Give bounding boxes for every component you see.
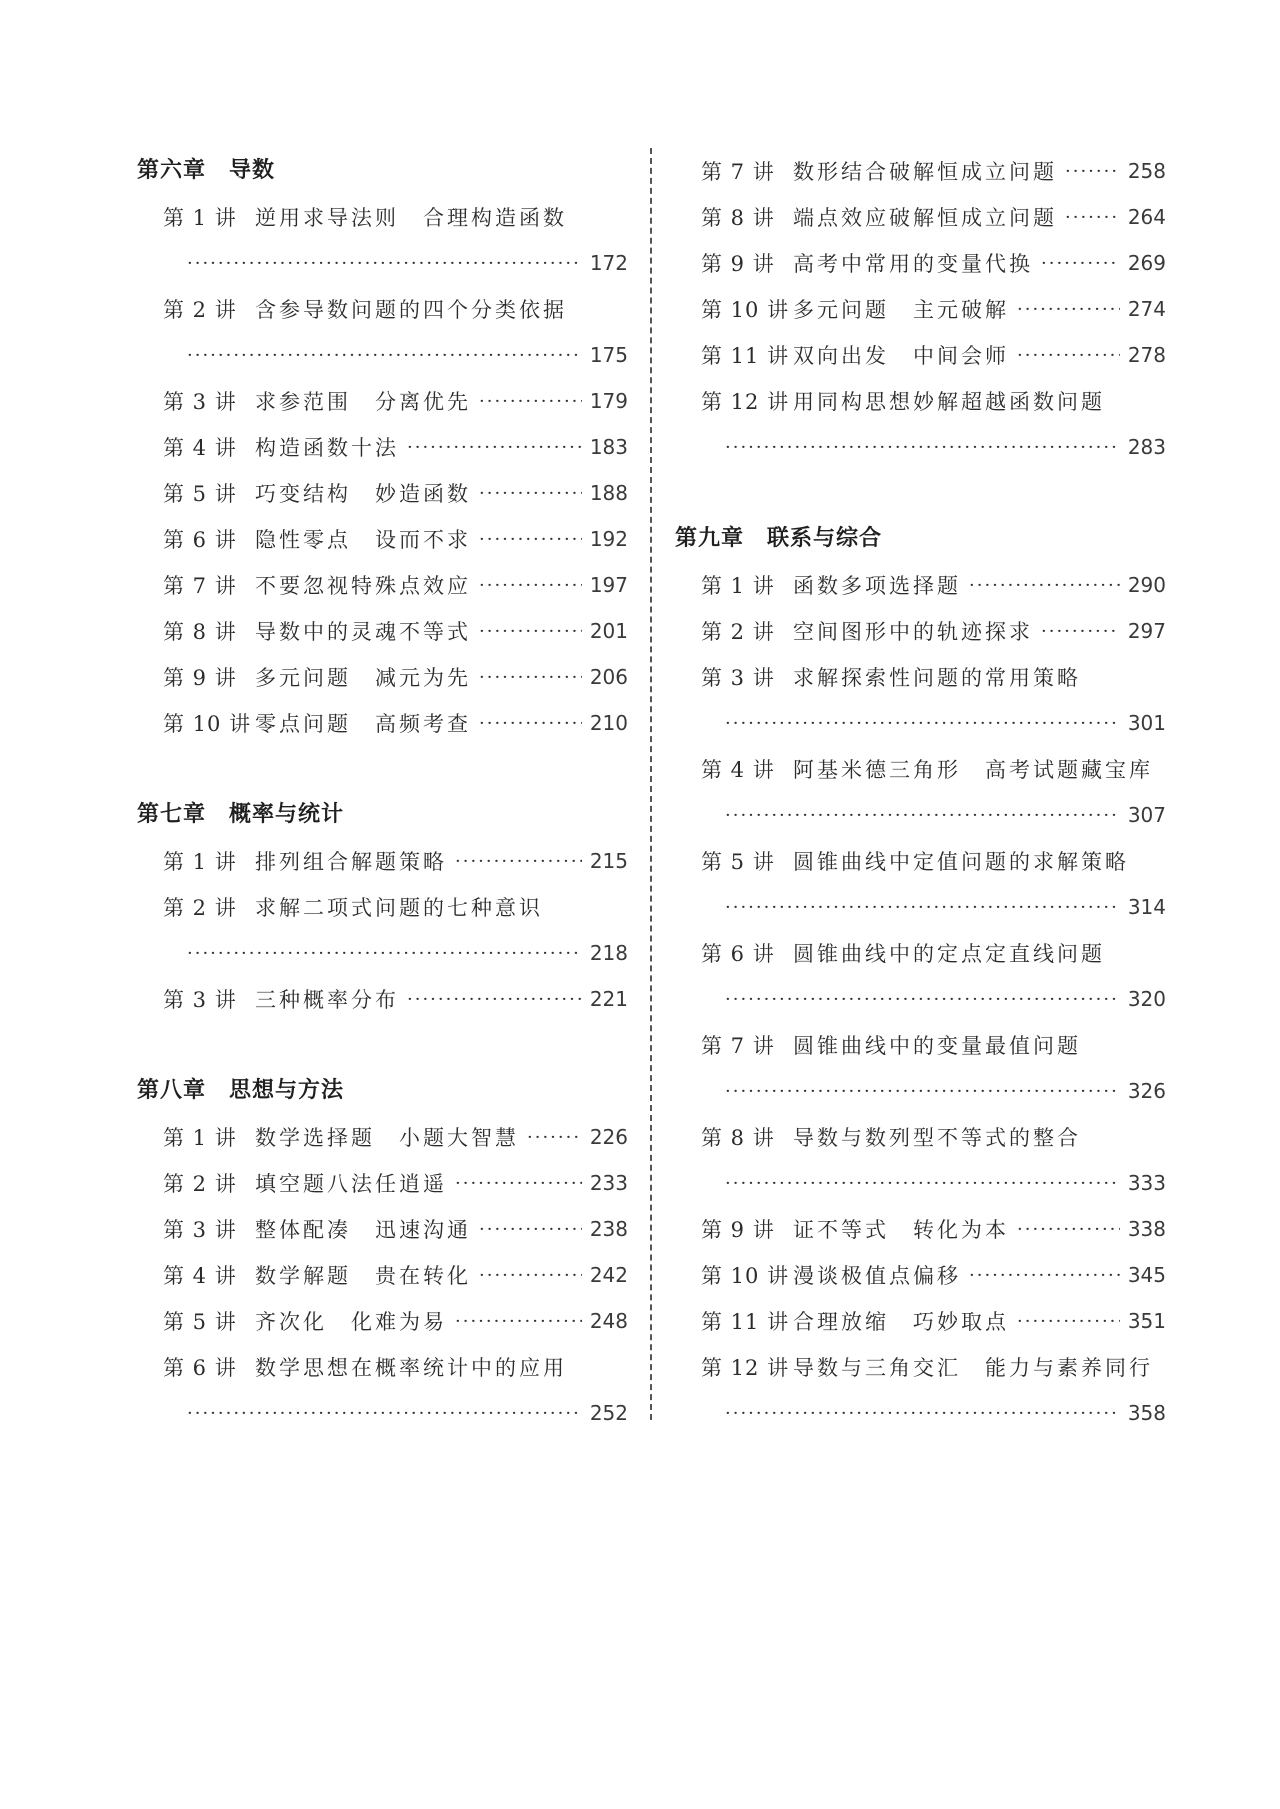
toc-entry bbox=[675, 1252, 1166, 1298]
toc-entry bbox=[137, 1206, 628, 1252]
dot-leader bbox=[479, 483, 582, 504]
toc-entry bbox=[675, 194, 1166, 240]
toc-entry-line bbox=[163, 1298, 628, 1344]
lecture-title: 高考中常用的变量代换 bbox=[793, 252, 1033, 276]
toc-entry-line bbox=[701, 1252, 1166, 1298]
dot-leader bbox=[1017, 299, 1120, 320]
dot-leader bbox=[725, 805, 1120, 826]
lecture-title: 构造函数十法 bbox=[255, 436, 399, 460]
toc-entry-line bbox=[163, 194, 628, 240]
lecture-title: 双向出发 中间会师 bbox=[793, 344, 1009, 368]
lecture-title: 数形结合破解恒成立问题 bbox=[793, 160, 1057, 184]
lecture-title: 逆用求导法则 合理构造函数 bbox=[255, 206, 567, 230]
dot-leader bbox=[479, 575, 582, 596]
lecture-number: 第 5 讲 bbox=[701, 850, 775, 874]
chapter-spacer bbox=[137, 746, 628, 792]
lecture-number: 第 8 讲 bbox=[701, 206, 775, 230]
toc-entry-line bbox=[701, 1022, 1166, 1068]
page-number: 197 bbox=[589, 573, 628, 597]
toc-entry-continuation bbox=[701, 1160, 1166, 1206]
page-number: 338 bbox=[1127, 1217, 1166, 1241]
lecture-number: 第 2 讲 bbox=[163, 896, 237, 920]
chapter-spacer bbox=[675, 470, 1166, 516]
toc-entry bbox=[137, 976, 628, 1022]
toc-entry-continuation bbox=[701, 976, 1166, 1022]
lecture-title: 不要忽视特殊点效应 bbox=[255, 574, 471, 598]
toc-entry-line bbox=[163, 1252, 628, 1298]
toc-entry bbox=[137, 884, 628, 976]
lecture-number: 第 11 讲 bbox=[701, 1310, 790, 1334]
page-number: 215 bbox=[589, 849, 628, 873]
page-number: 351 bbox=[1127, 1309, 1166, 1333]
lecture-number: 第 5 讲 bbox=[163, 1310, 237, 1334]
toc-entry-line bbox=[163, 424, 628, 470]
page-number: 221 bbox=[589, 987, 628, 1011]
toc-entry bbox=[137, 1298, 628, 1344]
dot-leader bbox=[479, 529, 582, 550]
lecture-title: 数学选择题 小题大智慧 bbox=[255, 1126, 519, 1150]
lecture-number: 第 5 讲 bbox=[163, 482, 237, 506]
lecture-title: 阿基米德三角形 高考试题藏宝库 bbox=[793, 758, 1153, 782]
page-number: 326 bbox=[1127, 1079, 1166, 1103]
toc-entry bbox=[675, 148, 1166, 194]
toc-entry-line bbox=[163, 470, 628, 516]
toc-entry-line bbox=[701, 746, 1166, 792]
lecture-number: 第 3 讲 bbox=[701, 666, 775, 690]
toc-entry-line bbox=[163, 1206, 628, 1252]
toc-entry bbox=[675, 1022, 1166, 1114]
page-number: 233 bbox=[589, 1171, 628, 1195]
dot-leader bbox=[479, 621, 582, 642]
toc-entry-continuation bbox=[163, 240, 628, 286]
lecture-number: 第 1 讲 bbox=[701, 574, 775, 598]
toc-entry bbox=[675, 332, 1166, 378]
toc-entry bbox=[675, 240, 1166, 286]
toc-entry-line bbox=[701, 286, 1166, 332]
lecture-number: 第 1 讲 bbox=[163, 850, 237, 874]
page-number: 206 bbox=[589, 665, 628, 689]
dot-leader bbox=[1017, 1219, 1120, 1240]
dot-leader bbox=[455, 1173, 582, 1194]
toc-entry-line bbox=[701, 378, 1166, 424]
lecture-title: 导数与数列型不等式的整合 bbox=[793, 1126, 1081, 1150]
toc-entry-line bbox=[701, 654, 1166, 700]
toc-entry bbox=[675, 562, 1166, 608]
lecture-title: 导数与三角交汇 能力与素养同行 bbox=[793, 1356, 1153, 1380]
chapter-spacer bbox=[137, 1022, 628, 1068]
toc-entry-line bbox=[701, 1114, 1166, 1160]
lecture-number: 第 7 讲 bbox=[163, 574, 237, 598]
page-number: 258 bbox=[1127, 159, 1166, 183]
page-number: 274 bbox=[1127, 297, 1166, 321]
page-number: 179 bbox=[589, 389, 628, 413]
lecture-number: 第 3 讲 bbox=[163, 1218, 237, 1242]
chapter-heading: 第九章 联系与综合 bbox=[675, 526, 883, 551]
page-number: 210 bbox=[589, 711, 628, 735]
toc-entry-line bbox=[701, 930, 1166, 976]
toc-entry bbox=[675, 654, 1166, 746]
lecture-title: 端点效应破解恒成立问题 bbox=[793, 206, 1057, 230]
toc-entry bbox=[675, 746, 1166, 838]
toc-entry bbox=[137, 1114, 628, 1160]
toc-entry-line bbox=[163, 700, 628, 746]
toc-entry bbox=[137, 194, 628, 286]
lecture-title: 零点问题 高频考查 bbox=[255, 712, 471, 736]
lecture-number: 第 4 讲 bbox=[163, 1264, 237, 1288]
toc-entry-continuation bbox=[701, 1390, 1166, 1436]
toc-entry-line bbox=[163, 838, 628, 884]
lecture-title: 求参范围 分离优先 bbox=[255, 390, 471, 414]
page-number: 264 bbox=[1127, 205, 1166, 229]
lecture-number: 第 4 讲 bbox=[701, 758, 775, 782]
toc-entry bbox=[137, 1344, 628, 1436]
dot-leader bbox=[725, 1081, 1120, 1102]
lecture-number: 第 7 讲 bbox=[701, 1034, 775, 1058]
lecture-title: 证不等式 转化为本 bbox=[793, 1218, 1009, 1242]
column-divider bbox=[650, 148, 652, 1420]
toc-entry bbox=[137, 608, 628, 654]
lecture-number: 第 9 讲 bbox=[701, 1218, 775, 1242]
toc-entry-continuation bbox=[701, 1068, 1166, 1114]
lecture-title: 漫谈极值点偏移 bbox=[793, 1264, 961, 1288]
toc-entry-line bbox=[163, 1160, 628, 1206]
page-number: 248 bbox=[589, 1309, 628, 1333]
lecture-title: 求解探索性问题的常用策略 bbox=[793, 666, 1081, 690]
dot-leader bbox=[969, 575, 1120, 596]
lecture-title: 用同构思想妙解超越函数问题 bbox=[793, 390, 1105, 414]
page-number: 358 bbox=[1127, 1401, 1166, 1425]
page-number: 172 bbox=[589, 251, 628, 275]
chapter-heading: 第八章 思想与方法 bbox=[137, 1078, 345, 1103]
page-number: 192 bbox=[589, 527, 628, 551]
toc-entry-line bbox=[701, 838, 1166, 884]
toc-entry bbox=[675, 1206, 1166, 1252]
dot-leader bbox=[407, 989, 582, 1010]
page-number: 252 bbox=[589, 1401, 628, 1425]
lecture-number: 第 10 讲 bbox=[701, 298, 790, 322]
lecture-title: 导数中的灵魂不等式 bbox=[255, 620, 471, 644]
dot-leader bbox=[1041, 621, 1120, 642]
lecture-title: 数学解题 贵在转化 bbox=[255, 1264, 471, 1288]
lecture-number: 第 2 讲 bbox=[701, 620, 775, 644]
toc-right-column bbox=[675, 148, 1166, 1436]
dot-leader bbox=[187, 253, 582, 274]
dot-leader bbox=[479, 713, 582, 734]
dot-leader bbox=[725, 989, 1120, 1010]
page-number: 290 bbox=[1127, 573, 1166, 597]
page-number: 301 bbox=[1127, 711, 1166, 735]
toc-entry-line bbox=[163, 884, 628, 930]
page-number: 320 bbox=[1127, 987, 1166, 1011]
toc-entry bbox=[675, 838, 1166, 930]
dot-leader bbox=[407, 437, 582, 458]
toc-entry-continuation bbox=[163, 1390, 628, 1436]
dot-leader bbox=[187, 943, 582, 964]
toc-entry bbox=[675, 378, 1166, 470]
lecture-number: 第 11 讲 bbox=[701, 344, 790, 368]
lecture-number: 第 6 讲 bbox=[163, 528, 237, 552]
dot-leader bbox=[1017, 345, 1120, 366]
chapter-heading: 第六章 导数 bbox=[137, 158, 276, 183]
lecture-number: 第 12 讲 bbox=[701, 390, 790, 414]
toc-entry-line bbox=[701, 608, 1166, 654]
lecture-title: 数学思想在概率统计中的应用 bbox=[255, 1356, 567, 1380]
toc-entry-line bbox=[163, 608, 628, 654]
toc-entry bbox=[675, 1114, 1166, 1206]
page-number: 278 bbox=[1127, 343, 1166, 367]
toc-entry bbox=[137, 516, 628, 562]
lecture-title: 多元问题 主元破解 bbox=[793, 298, 1009, 322]
toc-entry-line bbox=[163, 1344, 628, 1390]
toc-entry-line bbox=[163, 976, 628, 1022]
lecture-title: 圆锥曲线中的变量最值问题 bbox=[793, 1034, 1081, 1058]
toc-entry bbox=[137, 700, 628, 746]
toc-entry-line bbox=[163, 562, 628, 608]
dot-leader bbox=[725, 1403, 1120, 1424]
toc-entry bbox=[137, 654, 628, 700]
toc-entry-line bbox=[163, 654, 628, 700]
lecture-title: 整体配凑 迅速沟通 bbox=[255, 1218, 471, 1242]
lecture-number: 第 8 讲 bbox=[163, 620, 237, 644]
lecture-number: 第 3 讲 bbox=[163, 988, 237, 1012]
lecture-title: 含参导数问题的四个分类依据 bbox=[255, 298, 567, 322]
page-number: 226 bbox=[589, 1125, 628, 1149]
toc-left-column bbox=[137, 148, 628, 1436]
toc-entry-line bbox=[163, 1114, 628, 1160]
page-number: 218 bbox=[589, 941, 628, 965]
lecture-number: 第 8 讲 bbox=[701, 1126, 775, 1150]
lecture-title: 圆锥曲线中的定点定直线问题 bbox=[793, 942, 1105, 966]
lecture-title: 齐次化 化难为易 bbox=[255, 1310, 447, 1334]
toc-entry bbox=[675, 608, 1166, 654]
toc-entry-line bbox=[701, 148, 1166, 194]
toc-entry-continuation bbox=[163, 332, 628, 378]
toc-entry-line bbox=[701, 1344, 1166, 1390]
lecture-number: 第 6 讲 bbox=[701, 942, 775, 966]
dot-leader bbox=[725, 437, 1120, 458]
toc-entry-line bbox=[163, 378, 628, 424]
dot-leader bbox=[1041, 253, 1120, 274]
toc-entry-line bbox=[701, 240, 1166, 286]
lecture-number: 第 1 讲 bbox=[163, 206, 237, 230]
dot-leader bbox=[479, 1219, 582, 1240]
lecture-number: 第 9 讲 bbox=[701, 252, 775, 276]
page-number: 307 bbox=[1127, 803, 1166, 827]
dot-leader bbox=[479, 391, 582, 412]
toc-entry-line bbox=[163, 516, 628, 562]
page-number: 188 bbox=[589, 481, 628, 505]
dot-leader bbox=[1065, 207, 1120, 228]
toc-entry-line bbox=[163, 286, 628, 332]
dot-leader bbox=[969, 1265, 1120, 1286]
lecture-title: 隐性零点 设而不求 bbox=[255, 528, 471, 552]
lecture-number: 第 6 讲 bbox=[163, 1356, 237, 1380]
dot-leader bbox=[479, 1265, 582, 1286]
page-number: 269 bbox=[1127, 251, 1166, 275]
toc-entry bbox=[137, 838, 628, 884]
dot-leader bbox=[479, 667, 582, 688]
lecture-number: 第 3 讲 bbox=[163, 390, 237, 414]
lecture-title: 函数多项选择题 bbox=[793, 574, 961, 598]
dot-leader bbox=[187, 1403, 582, 1424]
page-number: 201 bbox=[589, 619, 628, 643]
toc-entry bbox=[137, 562, 628, 608]
toc-entry-continuation bbox=[701, 884, 1166, 930]
dot-leader bbox=[725, 1173, 1120, 1194]
toc-entry bbox=[675, 286, 1166, 332]
toc-entry-line bbox=[701, 1206, 1166, 1252]
chapter-heading: 第七章 概率与统计 bbox=[137, 802, 345, 827]
page-number: 345 bbox=[1127, 1263, 1166, 1287]
lecture-title: 合理放缩 巧妙取点 bbox=[793, 1310, 1009, 1334]
toc-entry bbox=[137, 378, 628, 424]
lecture-title: 空间图形中的轨迹探求 bbox=[793, 620, 1033, 644]
page-number: 283 bbox=[1127, 435, 1166, 459]
dot-leader bbox=[527, 1127, 582, 1148]
lecture-number: 第 1 讲 bbox=[163, 1126, 237, 1150]
toc-entry bbox=[137, 1252, 628, 1298]
toc-entry-continuation bbox=[701, 424, 1166, 470]
page-number: 175 bbox=[589, 343, 628, 367]
lecture-number: 第 10 讲 bbox=[163, 712, 252, 736]
lecture-number: 第 12 讲 bbox=[701, 1356, 790, 1380]
lecture-title: 巧变结构 妙造函数 bbox=[255, 482, 471, 506]
page-number: 183 bbox=[589, 435, 628, 459]
toc-entry-line bbox=[701, 562, 1166, 608]
lecture-title: 填空题八法任逍遥 bbox=[255, 1172, 447, 1196]
lecture-number: 第 2 讲 bbox=[163, 298, 237, 322]
dot-leader bbox=[725, 713, 1120, 734]
dot-leader bbox=[455, 851, 582, 872]
toc-entry-continuation bbox=[701, 792, 1166, 838]
page-number: 242 bbox=[589, 1263, 628, 1287]
toc-entry-continuation bbox=[701, 700, 1166, 746]
toc-entry-line bbox=[701, 1298, 1166, 1344]
dot-leader bbox=[187, 345, 582, 366]
toc-entry bbox=[137, 1160, 628, 1206]
lecture-number: 第 7 讲 bbox=[701, 160, 775, 184]
toc-entry-line bbox=[701, 194, 1166, 240]
dot-leader bbox=[725, 897, 1120, 918]
lecture-title: 三种概率分布 bbox=[255, 988, 399, 1012]
toc-entry bbox=[675, 1298, 1166, 1344]
dot-leader bbox=[1017, 1311, 1120, 1332]
lecture-title: 圆锥曲线中定值问题的求解策略 bbox=[793, 850, 1129, 874]
toc-entry bbox=[137, 286, 628, 378]
toc-entry bbox=[675, 1344, 1166, 1436]
lecture-number: 第 10 讲 bbox=[701, 1264, 790, 1288]
toc-entry bbox=[137, 424, 628, 470]
toc-entry-line bbox=[701, 332, 1166, 378]
page-number: 238 bbox=[589, 1217, 628, 1241]
dot-leader bbox=[1065, 161, 1120, 182]
lecture-number: 第 4 讲 bbox=[163, 436, 237, 460]
page-number: 297 bbox=[1127, 619, 1166, 643]
dot-leader bbox=[455, 1311, 582, 1332]
lecture-title: 多元问题 减元为先 bbox=[255, 666, 471, 690]
page-number: 314 bbox=[1127, 895, 1166, 919]
toc-entry-continuation bbox=[163, 930, 628, 976]
lecture-title: 排列组合解题策略 bbox=[255, 850, 447, 874]
lecture-number: 第 2 讲 bbox=[163, 1172, 237, 1196]
lecture-title: 求解二项式问题的七种意识 bbox=[255, 896, 543, 920]
toc-entry bbox=[675, 930, 1166, 1022]
page-number: 333 bbox=[1127, 1171, 1166, 1195]
toc-entry bbox=[137, 470, 628, 516]
lecture-number: 第 9 讲 bbox=[163, 666, 237, 690]
